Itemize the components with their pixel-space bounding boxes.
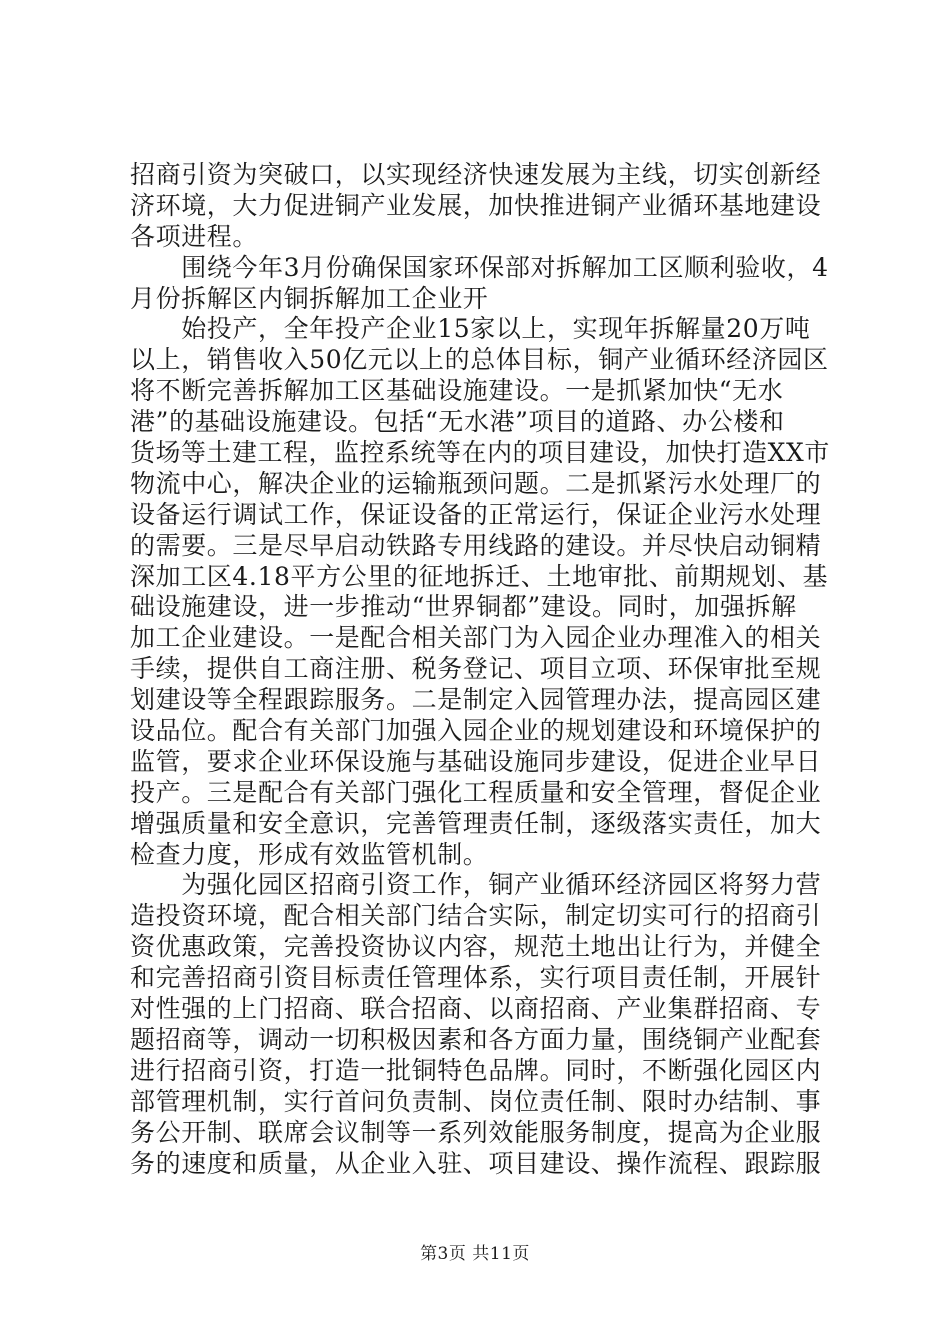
text-line: 资优惠政策，完善投资协议内容，规范土地出让行为，并健全 bbox=[130, 932, 822, 962]
text-line: 货场等土建工程，监控系统等在内的项目建设，加快打造XX市 bbox=[130, 438, 830, 468]
text-line: 投产。三是配合有关部门强化工程质量和安全管理，督促企业 bbox=[130, 777, 822, 807]
text-line: 务的速度和质量，从企业入驻、项目建设、操作流程、跟踪服 bbox=[130, 1148, 822, 1178]
text-line: 始投产，全年投产企业15家以上，实现年拆解量20万吨 bbox=[130, 314, 811, 344]
text-line: 务公开制、联席会议制等一系列效能服务制度，提高为企业服 bbox=[130, 1117, 822, 1147]
text-line: 题招商等，调动一切积极因素和各方面力量，围绕铜产业配套 bbox=[130, 1024, 822, 1054]
text-line: 监管，要求企业环保设施与基础设施同步建设，促进企业早日 bbox=[130, 746, 822, 776]
text-line: 和完善招商引资目标责任管理体系，实行项目责任制，开展针 bbox=[130, 963, 822, 993]
text-line: 为强化园区招商引资工作，铜产业循环经济园区将努力营 bbox=[130, 870, 822, 900]
text-line: 检查力度，形成有效监管机制。 bbox=[130, 839, 489, 869]
text-line: 的需要。三是尽早启动铁路专用线路的建设。并尽快启动铜精 bbox=[130, 530, 822, 560]
body-text bbox=[130, 160, 830, 1179]
text-line: 对性强的上门招商、联合招商、以商招商、产业集群招商、专 bbox=[130, 994, 822, 1024]
text-line: 造投资环境，配合相关部门结合实际，制定切实可行的招商引 bbox=[130, 901, 822, 931]
text-line: 设备运行调试工作，保证设备的正常运行，保证企业污水处理 bbox=[130, 499, 822, 529]
text-line: 各项进程。 bbox=[130, 221, 259, 251]
text-line: 设品位。配合有关部门加强入园企业的规划建设和环境保护的 bbox=[130, 716, 822, 746]
text-line: 部管理机制，实行首问负责制、岗位责任制、限时办结制、事 bbox=[130, 1086, 822, 1116]
text-line: 招商引资为突破口，以实现经济快速发展为主线，切实创新经 bbox=[130, 160, 822, 189]
text-line: 手续，提供自工商注册、税务登记、项目立项、环保审批至规 bbox=[130, 654, 822, 684]
text-line: 将不断完善拆解加工区基础设施建设。一是抓紧加快“无水 bbox=[130, 376, 784, 406]
text-line: 以上，销售收入50亿元以上的总体目标，铜产业循环经济园区 bbox=[130, 345, 829, 375]
text-line: 增强质量和安全意识，完善管理责任制，逐级落实责任，加大 bbox=[130, 808, 822, 838]
text-line: 进行招商引资，打造一批铜特色品牌。同时，不断强化园区内 bbox=[130, 1055, 822, 1085]
text-line: 围绕今年3月份确保国家环保部对拆解加工区顺利验收，4 bbox=[130, 252, 829, 282]
text-line: 月份拆解区内铜拆解加工企业开 bbox=[130, 283, 489, 313]
text-line: 划建设等全程跟踪服务。二是制定入园管理办法，提高园区建 bbox=[130, 685, 822, 715]
text-line: 加工企业建设。一是配合相关部门为入园企业办理准入的相关 bbox=[130, 623, 822, 653]
text-line: 港”的基础设施建设。包括“无水港”项目的道路、办公楼和 bbox=[130, 407, 785, 437]
text-line: 础设施建设，进一步推动“世界铜都”建设。同时，加强拆解 bbox=[130, 592, 797, 622]
text-line: 深加工区4.18平方公里的征地拆迁、土地审批、前期规划、基 bbox=[130, 561, 829, 591]
page-footer: 第3页 共11页 bbox=[420, 1244, 530, 1264]
text-line: 物流中心，解决企业的运输瓶颈问题。二是抓紧污水处理厂的 bbox=[130, 468, 822, 498]
text-line: 济环境，大力促进铜产业发展，加快推进铜产业循环基地建设 bbox=[130, 190, 822, 220]
